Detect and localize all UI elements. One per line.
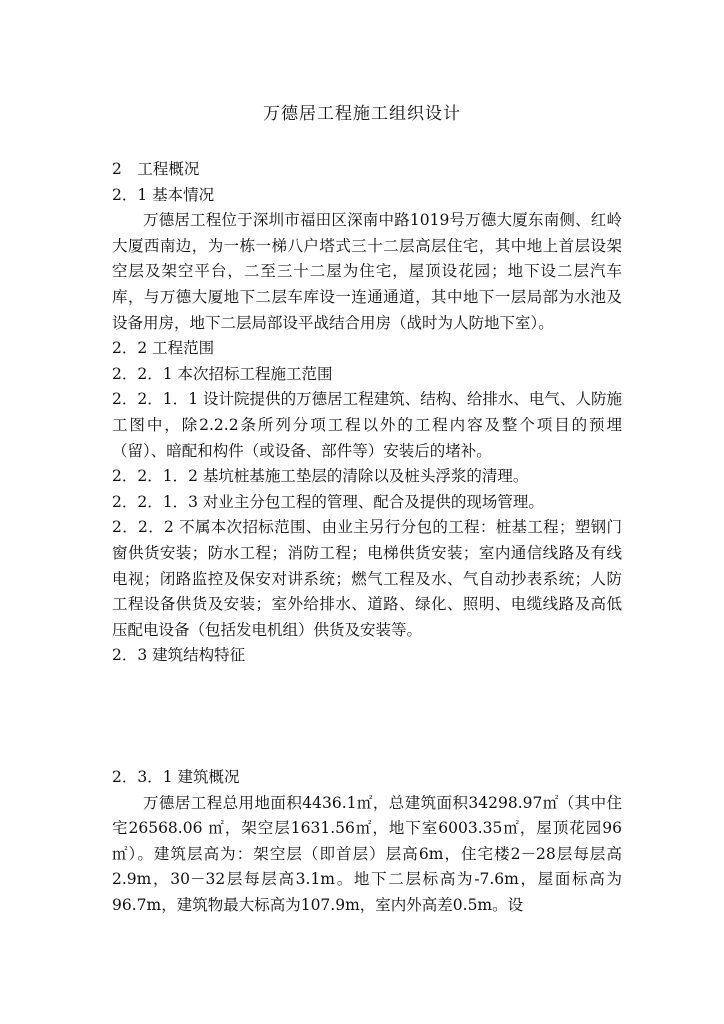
section-overview xyxy=(112,157,622,669)
paragraph-2-2-1-2: 2．2．1．2 基坑桩基施工垫层的清除以及桩头浮浆的清理。 xyxy=(112,467,529,486)
heading-project-scope: 2．2 工程范围 xyxy=(112,339,215,358)
heading-building-overview: 2．3．1 建筑概况 xyxy=(112,768,240,786)
paragraph-building-overview: 万德居工程总用地面积4436.1㎡，总建筑面积34298.97㎡（其中住宅26568.06 ㎡，架空层1631.56㎡，地下室6003.35㎡，屋顶花园96㎡）。建筑层高为：架空层（即首层）层高6m，住宅楼2－28层每层高2.9m，30－32层每层高3.1m。地下二层标高为-7.6m，屋面标高为96.7m，建筑物最大标高为107.9m，室内外高差0.5m。设 xyxy=(112,793,622,914)
paragraph-2-2-1-3: 2．2．1．3 对业主分包工程的管理、配合及提供的现场管理。 xyxy=(112,492,544,511)
paragraph-basic-info: 万德居工程位于深圳市福田区深南中路1019号万德大厦东南侧、红岭大厦西南边，为一栋一梯八户塔式三十二层高层住宅，其中地上首层设架空层及架空平台，二至三十二屋为住宅，屋顶设花园；地下设二层汽车库，与万德大厦地下二层车库设一连通通道，其中地下一层局部为水池及设备用房，地下二层局部设平战结合用房（战时为人防地下室）。 xyxy=(112,211,622,332)
section-building-overview xyxy=(112,765,622,919)
heading-basic-info: 2．1 基本情况 xyxy=(112,185,215,204)
document-title: 万德居工程施工组织设计 xyxy=(263,104,461,124)
heading-tender-scope: 2．2．1 本次招标工程施工范围 xyxy=(112,364,333,383)
heading-structure-features: 2．3 建筑结构特征 xyxy=(112,646,246,665)
paragraph-2-2-1-1: 2．2．1．1 设计院提供的万德居工程建筑、结构、给排水、电气、人防施工图中，除2.2.2条所列分项工程以外的工程内容及整个项目的预埋（留）、暗配和构件（或设备、部件等）安装后的堵补。 xyxy=(112,390,622,460)
paragraph-2-2-2: 2．2．2 不属本次招标范围、由业主另行分包的工程：桩基工程；塑钢门窗供货安装；防水工程；消防工程；电梯供货安装；室内通信线路及有线电视；闭路监控及保安对讲系统；燃气工程及水、气自动抄表系统；人防工程设备供货及安装；室外给排水、道路、绿化、照明、电缆线路及高低压配电设备（包括发电机组）供货及安装等。 xyxy=(112,518,622,639)
heading-project-overview: 2 工程概况 xyxy=(112,160,200,178)
